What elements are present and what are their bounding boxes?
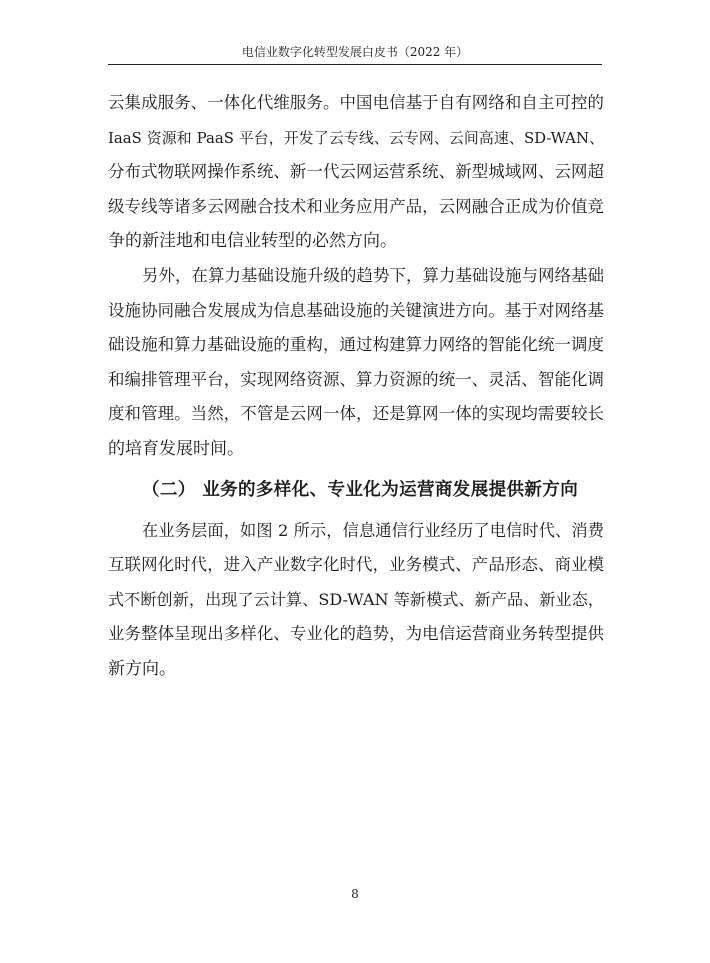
text-line: 础设施和算力基础设施的重构，通过构建算力网络的智能化统一调度 [108, 335, 604, 355]
text-line: 设施协同融合发展成为信息基础设施的关键演进方向。基于对网络基 [108, 300, 604, 320]
paragraph-computing-network [108, 259, 604, 467]
text-line: 云集成服务、一体化代维服务。中国电信基于自有网络和自主可控的 [108, 93, 604, 112]
text-line: 互联网化时代，进入产业数字化时代，业务模式、产品形态、商业模 [108, 555, 604, 575]
text-line: 争的新洼地和电信业转型的必然方向。 [108, 231, 397, 252]
text-line: 和编排管理平台，实现网络资源、算力资源的统一、灵活、智能化调 [108, 369, 604, 389]
text-line: 另外，在算力基础设施升级的趋势下，算力基础设施与网络基础 [142, 265, 604, 285]
text-line: 级专线等诸多云网融合技术和业务应用产品，云网融合正成为价值竞 [108, 196, 604, 216]
text-line: 新方向。 [108, 658, 176, 679]
paragraph-business-diversification [108, 514, 604, 687]
section-heading: （二） 业务的多样化、专业化为运营商发展提供新方向 [142, 479, 579, 500]
paragraph-cloud-network [108, 86, 604, 259]
text-line: 业务整体呈现出多样化、专业化的趋势，为电信运营商业务转型提供 [108, 624, 604, 644]
header-rule [108, 64, 602, 65]
text-line: 在业务层面，如图 2 所示，信息通信行业经历了电信时代、消费 [142, 520, 604, 540]
text-line: IaaS 资源和 PaaS 平台，开发了云专线、云专网、云间高速、SD-WAN、 [108, 128, 604, 147]
page-body [108, 86, 604, 687]
text-line: 式不断创新，出现了云计算、SD-WAN 等新模式、新产品、新业态， [108, 589, 604, 609]
text-line: 的培育发展时间。 [108, 438, 244, 459]
text-line: 分布式物联网操作系统、新一代云网运营系统、新型城域网、云网超 [108, 162, 604, 182]
page-number: 8 [351, 887, 359, 901]
running-header: 电信业数字化转型发展白皮书（2022 年） [241, 45, 469, 59]
text-line: 度和管理。当然，不管是云网一体，还是算网一体的实现均需要较长 [108, 404, 604, 424]
